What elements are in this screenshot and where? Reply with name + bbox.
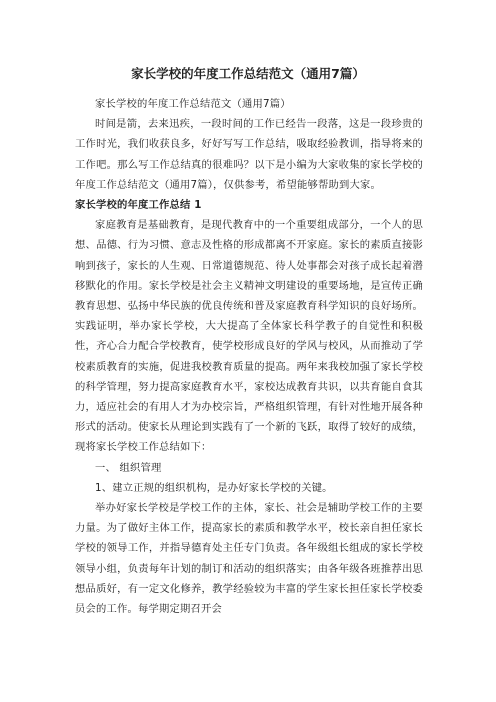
list-item-organization: 一、 组织管理 [95,461,162,474]
list-item-structure: 1、建立正规的组织机构，是办好家长学校的关键。 [95,481,333,494]
document-body [75,94,423,619]
paragraph-body: 家庭教育是基础教育，是现代教育中的一个重要组成部分，一个人的思想、品德、行为习惯、意志及性格的形成都离不开家庭。家长的素质直接影响到孩子，家长的人生观、日常道德规范、待人处事都会对孩子成长起着潜移默化的作用。家长学校是社会主义精神文明建设的重要场地，是宣传正确教育思想、弘扬中华民族的优良传统和普及家庭教育科学知识的良好场所。实践证明，举办家长学校，大大提高了全体家长科学教子的自觉性和积极性，齐心合力配合学校教育，使学校形成良好的学风与校风，从而推动了学校素质教育的实施，促进我校教育质量的提高。两年来我校加强了家长学校的科学管理，努力提高家庭教育水平，家校达成教育共识，以共育能自食其力，适应社会的有用人才为办校宗旨，严格组织管理，有针对性地开展各种形式的活动。使家长从理论到实践有了一个新的飞跃，取得了较好的成绩，现将家长学校工作总结如下： [75,219,423,454]
paragraph-body: 举办好家长学校是学校工作的主体，家长、社会是辅助学校工作的主要力量。为了做好主体工作，提高家长的素质和教学水平，校长亲自担任家长学校的领导工作，并指导德育处主任专门负责。各年级组长组成的家长学校领导小组，负责每年计划的制订和活动的组织落实；由各年级各班推荐出思想品质好，有一定文化修养，教学经验较为丰富的学生家长担任家长学校委员会的工作。每学期定期召开会 [75,502,423,616]
paragraph-intro: 时间是箭，去来迅疾，一段时间的工作已经告一段落，这是一段珍贵的工作时光，我们收获良多，好好写写工作总结，吸取经验教训，指导将来的工作吧。那么写工作总结真的很难吗？以下是小编为大家收集的家长学校的年度工作总结范文（通用7篇），仅供参考，希望能够帮助到大家。 [75,118,423,191]
paragraph-subtitle: 家长学校的年度工作总结范文（通用7篇） [95,98,291,110]
document-title: 家长学校的年度工作总结范文（通用7篇） [131,66,365,81]
section-heading: 家长学校的年度工作总结 1 [75,199,202,212]
